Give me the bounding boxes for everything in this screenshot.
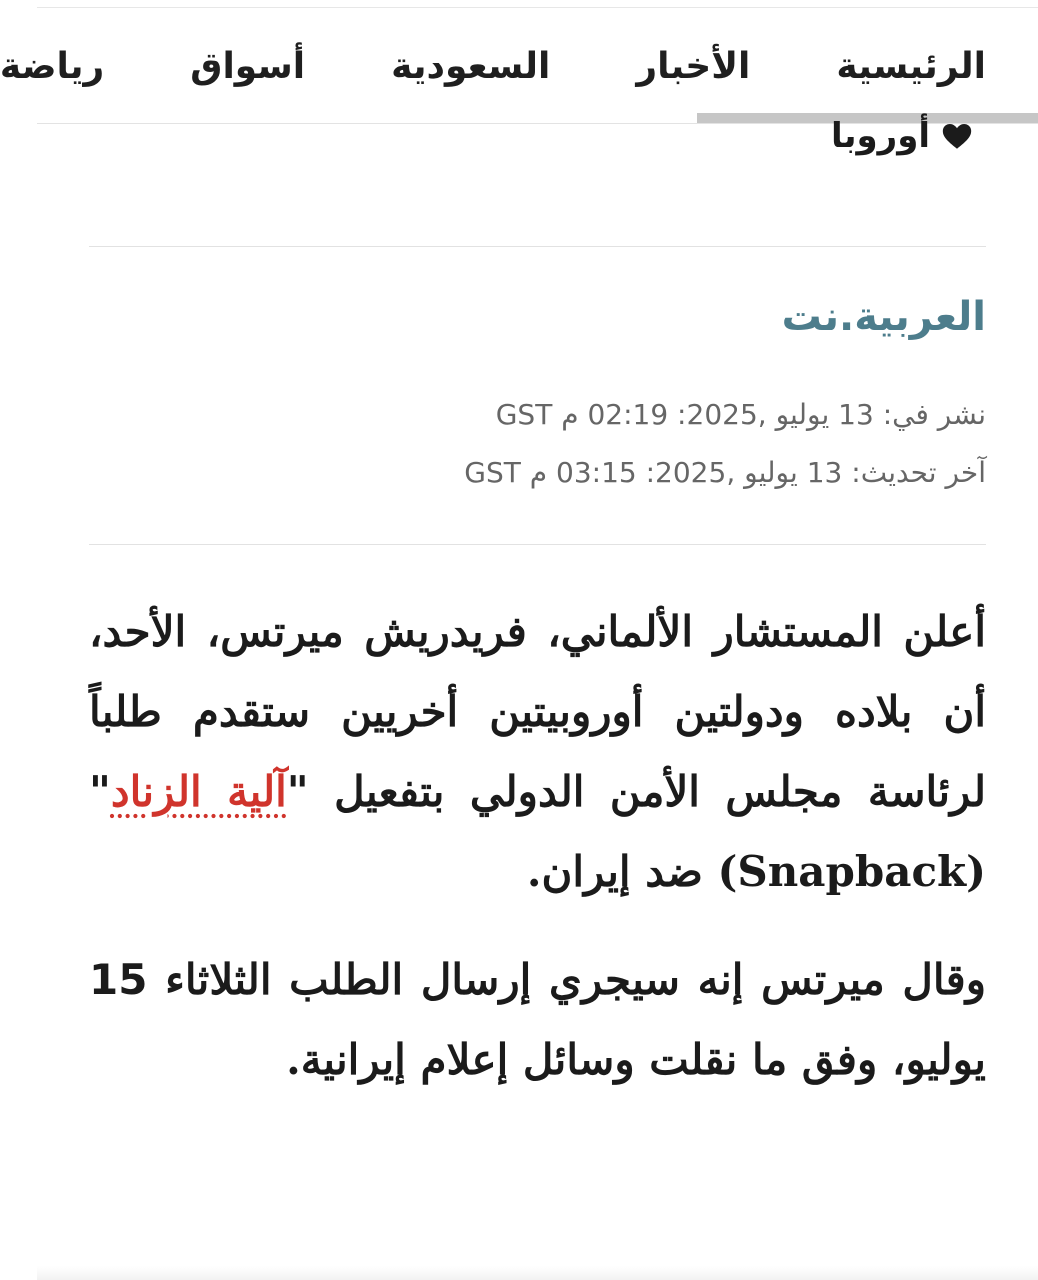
article-paragraph-2 <box>89 940 986 1100</box>
section-tag-label: أوروبا <box>830 116 930 156</box>
p2-date-number: 15 <box>89 955 148 1004</box>
p1-text-c: ضد إيران. <box>526 847 718 896</box>
nav-item-home[interactable]: الرئيسية <box>836 45 986 87</box>
p1-latin-term: (Snapback) <box>717 847 986 896</box>
p2-text-a: وقال ميرتس إنه سيجري إرسال الطلب الثلاثاء <box>147 955 986 1004</box>
divider-top <box>89 246 986 247</box>
bottom-fade <box>37 1266 1038 1280</box>
p1-text-a: أعلن المستشار الألماني، فريدريش ميرتس، الأحد، أن بلاده ودولتين أوروبيتين أخريين ستقدم طلباً لرئاسة مجلس الأمن الدولي بتفعيل " <box>89 607 986 816</box>
nav-list <box>0 8 986 124</box>
section-tag[interactable] <box>831 112 974 160</box>
nav-item-news[interactable]: الأخبار <box>636 45 751 87</box>
heart-icon <box>940 119 974 153</box>
article-paragraph-1 <box>89 592 986 912</box>
updated-value: 13 يوليو ,2025: 03:15 م GST <box>464 456 843 489</box>
published-date <box>496 398 986 431</box>
published-label: نشر في: <box>882 398 986 431</box>
updated-date <box>464 456 986 489</box>
snapback-link[interactable]: آلية الزناد <box>110 767 287 816</box>
article-body <box>89 592 986 1100</box>
published-value: 13 يوليو ,2025: 02:19 م GST <box>495 398 874 431</box>
source-name[interactable]: العربية.نت <box>781 294 986 340</box>
updated-label: آخر تحديث: <box>851 456 986 489</box>
divider-bottom <box>89 544 986 545</box>
main-nav <box>0 8 1038 124</box>
nav-item-sports[interactable]: رياضة <box>0 45 105 87</box>
nav-item-saudi[interactable]: السعودية <box>391 45 551 87</box>
p1-text-b: " <box>89 767 111 816</box>
nav-item-markets[interactable]: أسواق <box>190 45 306 87</box>
top-strip <box>37 0 1038 8</box>
p2-text-b: يوليو، وفق ما نقلت وسائل إعلام إيرانية. <box>286 1035 986 1084</box>
